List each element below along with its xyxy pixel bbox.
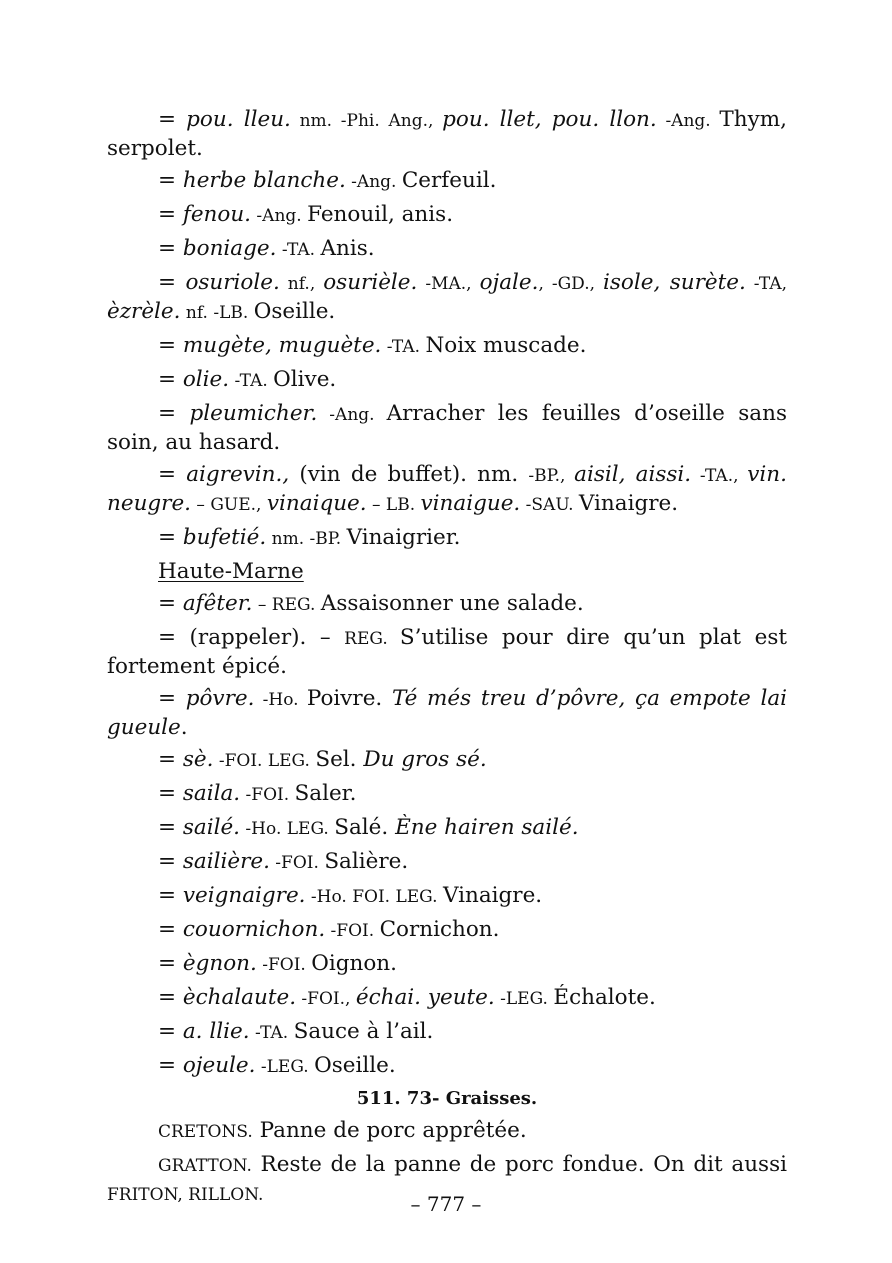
entry-ojeule [107, 1052, 787, 1081]
entry-lead: = [158, 591, 183, 616]
entry-lead: = [158, 747, 183, 772]
entry-saila [107, 780, 787, 809]
source-tag: -FOI., [296, 989, 356, 1009]
definition: Cornichon. [379, 917, 500, 942]
definition: Anis. [320, 236, 375, 261]
definition: Oignon. [311, 951, 397, 976]
entry-olie [107, 366, 787, 395]
entry-herbe-blanche [107, 167, 787, 196]
region-heading-text: Haute-Marne [158, 559, 304, 584]
dialect-term: èchalaute. [182, 985, 297, 1010]
dialect-term: olie. [182, 367, 230, 392]
headword: GRATTON. [158, 1156, 252, 1176]
source-tag: -Ho. LEG. [240, 819, 335, 839]
entry-afeter [107, 590, 787, 619]
source-tag: -BP., [528, 466, 575, 486]
entry-lead: = [158, 525, 183, 550]
entry-lead: = [158, 815, 183, 840]
entry-couornichon [107, 916, 787, 945]
document-page [107, 106, 787, 1214]
entry-lead: = [158, 236, 183, 261]
entry-bufetie [107, 524, 787, 553]
definition: Noix muscade. [425, 333, 587, 358]
source-tag: -FOI. [325, 921, 380, 941]
definition: Olive. [273, 367, 337, 392]
headword: CRETONS. [158, 1122, 253, 1142]
definition: Vinaigre. [442, 883, 543, 908]
entry-lead: = [158, 401, 190, 426]
entry-lead: = [158, 849, 183, 874]
dialect-term: bufetié. [182, 525, 267, 550]
entry-lead: = [158, 462, 187, 487]
definition: Assaisonner une salade. [320, 591, 584, 616]
dialect-term: aigrevin., [186, 462, 290, 487]
example-sentence: Té més treu d’pôvre, ça empote lai gueule [107, 686, 788, 740]
dialect-term: saila. [182, 781, 241, 806]
entry-pouleu [107, 106, 787, 162]
dialect-term: ègnon. [182, 951, 257, 976]
dialect-term: osurièle. [323, 270, 418, 295]
dialect-term: mugète, muguète. [182, 333, 382, 358]
entry-lead: = [158, 202, 183, 227]
entry-veignaigre [107, 882, 787, 911]
source-tag: -LEG. [494, 989, 554, 1009]
entry-lead: = [158, 168, 183, 193]
dialect-term: herbe blanche. [182, 168, 346, 193]
source-tag: -MA., [417, 274, 480, 294]
entry-lead: = [158, 270, 186, 295]
dialect-term: afêter. [182, 591, 253, 616]
entry-lead: = [158, 367, 183, 392]
dialect-term: veignaigre. [182, 883, 306, 908]
entry-lead: = [158, 985, 183, 1010]
entry-lead: = [158, 1019, 183, 1044]
source-tag: nm. -BP. [266, 529, 347, 549]
entry-lead: = [158, 951, 183, 976]
source-tag: – REG. [252, 595, 321, 615]
definition: Panne de porc apprêtée. [252, 1118, 527, 1143]
entry-sailiere [107, 848, 787, 877]
definition: Cerfeuil. [401, 168, 497, 193]
entry-lead: = [158, 1053, 183, 1078]
source-tag: -Ang. [251, 206, 308, 226]
dialect-term: sailé. [182, 815, 241, 840]
source-tag: -SAU. [520, 495, 579, 515]
dialect-term: ojale. [479, 270, 539, 295]
dialect-term: vin. neugre. [107, 462, 787, 516]
grammar-tag: nf. -LB. [180, 303, 254, 323]
entry-povre [107, 685, 787, 741]
source-tag: -TA. [276, 240, 321, 260]
entry-se [107, 746, 787, 775]
source-tag: -FOI. [256, 955, 312, 975]
source-tag: -Ho. [254, 690, 307, 710]
dialect-term: sè. [182, 747, 214, 772]
dialect-term: pou. lleu. [186, 107, 291, 132]
source-tag: -TA. [249, 1023, 294, 1043]
region-heading [107, 558, 787, 585]
dialect-term: aisil, aissi. [574, 462, 692, 487]
entry-boniage [107, 235, 787, 264]
definition: Fenouil, anis. [307, 202, 454, 227]
definition: Oseille. [253, 299, 336, 324]
dialect-term: a. llie. [182, 1019, 250, 1044]
dialect-term: osuriole. [185, 270, 280, 295]
entry-fenou [107, 201, 787, 230]
source-tag: -TA, [745, 274, 788, 294]
definition: Reste de la panne de porc fondue. On dit aussi [251, 1152, 787, 1177]
entry-osuriole [107, 269, 787, 327]
entry-egnon [107, 950, 787, 979]
source-tag: -LEG. [255, 1057, 315, 1077]
entry-lead: = [158, 917, 183, 942]
source-tag: -Ang. [345, 172, 402, 192]
definition: S’utilise pour dire qu’un plat est fortement épicé. [107, 625, 787, 679]
source-tag: -TA., [691, 466, 748, 486]
dialect-term: èzrèle. [107, 299, 181, 324]
grammar-tag: nm. [290, 111, 341, 131]
dialect-term: pôvre. [185, 686, 255, 711]
synonyms: FRITON, RILLON. [107, 1185, 264, 1205]
source-tag: -FOI. LEG. [213, 751, 316, 771]
definition: Salé. [334, 815, 396, 840]
entry-lead: = [158, 781, 183, 806]
entry-lead: = [158, 333, 183, 358]
entry-lead: = [158, 883, 183, 908]
entry-allie [107, 1018, 787, 1047]
dialect-term: vinaique. [266, 491, 367, 516]
grammar-tag: nf., [279, 274, 324, 294]
entry-echalaute [107, 984, 787, 1013]
definition: Arracher les feuilles d’oseille sans soin, au hasard. [107, 401, 787, 455]
source-tag: – LB. [366, 495, 421, 515]
source-tag: -Ho. FOI. LEG. [305, 887, 443, 907]
entry-aigrevin [107, 461, 787, 519]
definition: Vinaigre. [578, 491, 679, 516]
punctuation: . [180, 715, 188, 740]
definition: Vinaigrier. [346, 525, 461, 550]
entry-rappeler [107, 624, 787, 680]
example-sentence: Ène hairen sailé. [395, 815, 579, 840]
entry-saile [107, 814, 787, 843]
entry-cretons [107, 1117, 787, 1146]
definition: Sel. [315, 747, 364, 772]
definition: Poivre. [306, 686, 392, 711]
definition: Sauce à l’ail. [293, 1019, 434, 1044]
dialect-term: vinaigue. [420, 491, 521, 516]
entry-lead: = [158, 686, 186, 711]
dialect-term: couornichon. [182, 917, 326, 942]
source-tag: – GUE., [191, 495, 267, 515]
entry-mugete [107, 332, 787, 361]
definition: Oseille. [314, 1053, 396, 1078]
definition: Salière. [324, 849, 409, 874]
section-title: 511. 73- Graisses. [356, 1088, 538, 1109]
source-tag: -Phi. Ang., [340, 111, 443, 131]
source-tag: -TA. [229, 371, 274, 391]
source-tag: -FOI. [269, 853, 325, 873]
dialect-term: pou. llet, pou. llon. [442, 107, 657, 132]
source-tag: -Ang. [317, 405, 387, 425]
dialect-term: ojeule. [182, 1053, 256, 1078]
entry-lead: = [158, 107, 187, 132]
dialect-term: isole, surète. [603, 270, 746, 295]
dialect-term: boniage. [182, 236, 277, 261]
dialect-term: sailière. [182, 849, 270, 874]
source-tag: , -GD., [538, 274, 603, 294]
entry-pleumicher [107, 400, 787, 456]
example-sentence: Du gros sé. [363, 747, 487, 772]
source-tag: REG. [344, 629, 400, 649]
gloss: (vin de buffet). nm. [289, 462, 529, 487]
definition: Échalote. [553, 985, 656, 1010]
gloss: (rappeler). – [189, 625, 345, 650]
source-tag: -FOI. [240, 785, 295, 805]
definition: Thym, serpolet. [107, 107, 787, 161]
entry-lead: = [158, 625, 190, 650]
source-tag: -TA. [381, 337, 426, 357]
dialect-term: pleumicher. [189, 401, 318, 426]
source-tag: -Ang. [656, 111, 720, 131]
definition: Saler. [294, 781, 357, 806]
page-number: – 777 – [410, 1192, 482, 1216]
dialect-term: échai. yeute. [355, 985, 495, 1010]
dialect-term: fenou. [182, 202, 252, 227]
